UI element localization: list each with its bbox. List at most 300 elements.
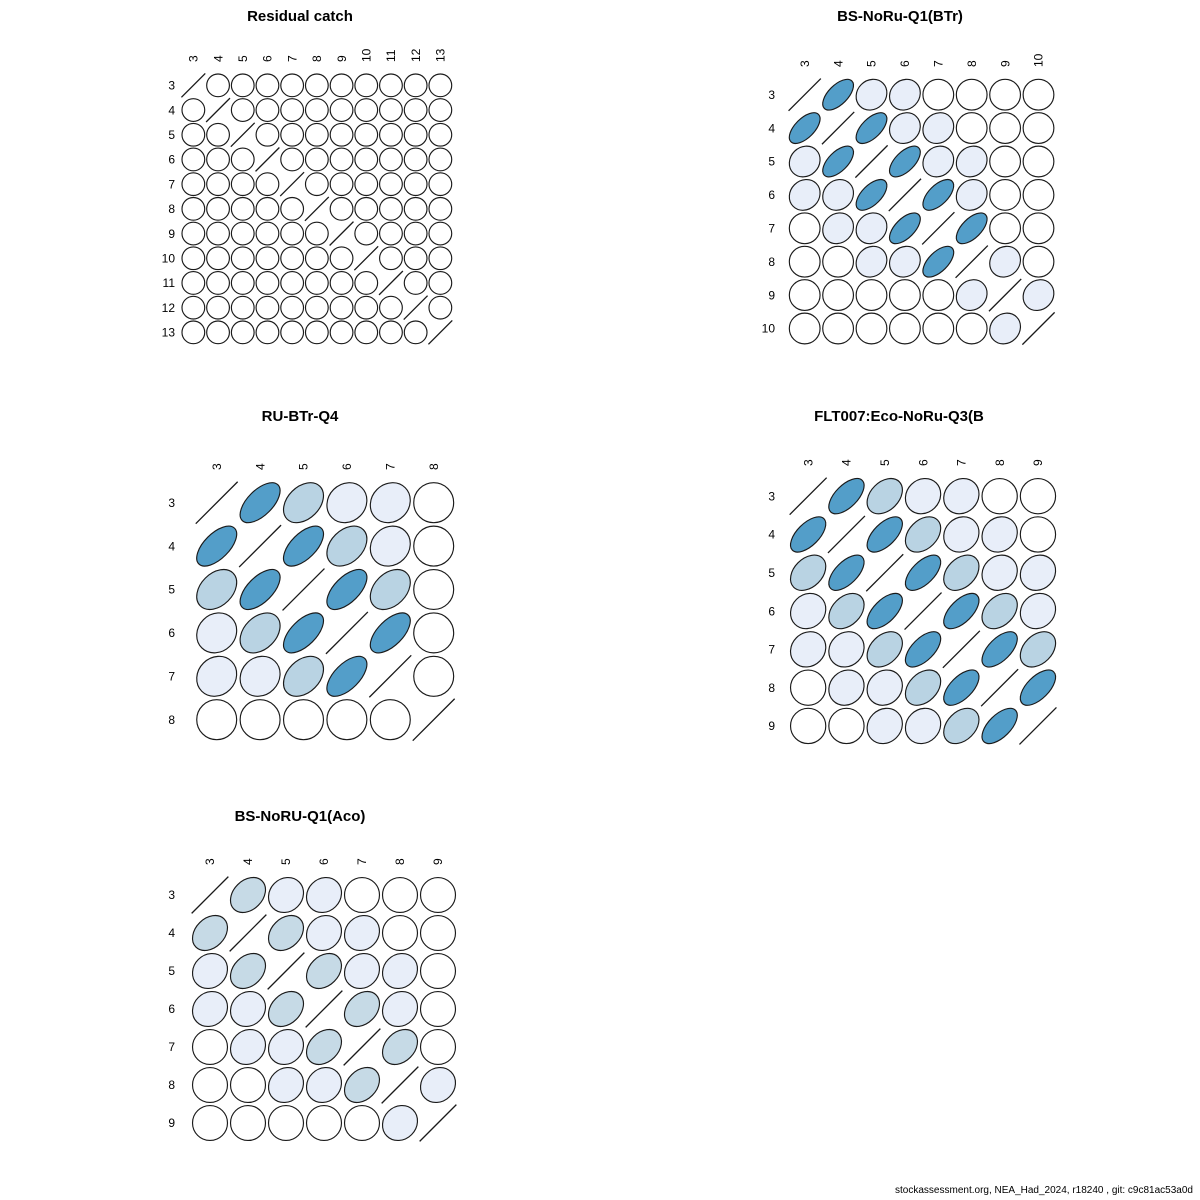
correlation-ellipse [816,273,859,316]
correlation-ellipse [301,242,333,274]
y-axis-tick-label: 11 [162,276,175,291]
correlation-ellipse [783,663,833,713]
y-axis-tick-label: 8 [168,202,175,217]
x-axis-tick-label: 13 [433,48,448,62]
correlation-ellipse [424,242,456,274]
correlation-ellipse [375,69,407,101]
diagonal-unit-line [943,631,980,668]
correlation-ellipse [413,1060,462,1109]
x-axis-tick-label: 8 [426,463,441,470]
correlation-ellipse [375,292,407,324]
diagonal-unit-line [956,246,988,278]
correlation-ellipse [950,73,993,116]
correlation-ellipse [186,909,235,958]
correlation-ellipse [918,174,959,215]
correlation-ellipse [976,702,1023,749]
y-axis-tick-label: 4 [168,103,175,118]
correlation-ellipse [424,168,456,200]
correlation-ellipse [375,870,424,919]
diagonal-unit-line [196,482,238,524]
panel-title-flt007-eco-noru-q3: FLT007:Eco-NoRu-Q3(B [814,408,984,425]
correlation-ellipse [405,605,461,661]
correlation-ellipse [1017,273,1060,316]
correlation-ellipse [227,242,259,274]
y-axis-tick-label: 10 [161,251,175,266]
correlation-ellipse [1013,586,1063,636]
correlation-ellipse [783,207,826,250]
correlation-ellipse [300,947,349,996]
correlation-ellipse [400,267,432,299]
y-axis-tick-label: 6 [768,604,775,619]
correlation-ellipse [375,143,407,175]
correlation-ellipse [227,316,259,348]
correlation-ellipse [424,119,456,151]
correlation-ellipse [783,701,833,751]
correlation-ellipse [883,273,926,316]
correlation-ellipse [860,701,910,751]
correlation-ellipse [227,267,259,299]
correlation-ellipse [816,240,859,283]
correlation-ellipse [1017,73,1060,116]
correlation-ellipse [276,94,308,126]
y-axis-tick-label: 8 [168,1078,175,1093]
correlation-ellipse [261,1098,310,1147]
correlation-ellipse [202,193,234,225]
footer-attribution: stockassessment.org, NEA_Had_2024, r18240 , git: c9c81ac53a0d [895,1185,1193,1196]
correlation-ellipse [822,624,872,674]
correlation-ellipse [851,107,892,148]
correlation-ellipse [983,106,1026,149]
correlation-ellipse [275,691,331,747]
correlation-ellipse [362,475,418,531]
y-axis-tick-label: 8 [768,680,775,695]
x-axis-tick-label: 11 [384,49,399,62]
correlation-ellipse [783,273,826,316]
correlation-ellipse [301,267,333,299]
x-axis-tick-label: 5 [864,60,879,67]
y-axis-tick-label: 4 [768,527,775,542]
y-axis-tick-label: 7 [168,177,175,192]
correlation-ellipse [1013,471,1063,521]
correlation-ellipse [276,242,308,274]
correlation-ellipse [850,273,893,316]
y-axis-tick-label: 12 [161,300,175,315]
correlation-ellipse [424,143,456,175]
correlation-ellipse [983,307,1026,350]
x-axis-tick-label: 6 [340,463,355,470]
correlation-ellipse [976,626,1023,673]
correlation-ellipse [884,141,925,182]
correlation-ellipse [950,273,993,316]
correlation-ellipse [822,663,872,713]
correlation-ellipse [850,73,893,116]
correlation-ellipse [1014,664,1061,711]
correlation-ellipse [325,267,357,299]
x-axis-tick-label: 6 [260,55,275,62]
correlation-ellipse [851,174,892,215]
correlation-ellipse [227,94,259,126]
correlation-ellipse [850,307,893,350]
correlation-ellipse [338,985,387,1034]
correlation-ellipse [325,193,357,225]
correlation-ellipse [783,307,826,350]
correlation-ellipse [202,168,234,200]
correlation-ellipse [850,240,893,283]
correlation-ellipse [400,193,432,225]
correlation-ellipse [301,217,333,249]
correlation-ellipse [177,217,209,249]
diagonal-unit-line [789,79,821,111]
correlation-ellipse [405,561,461,617]
correlation-ellipse [202,119,234,151]
correlation-ellipse [337,870,386,919]
correlation-ellipse [860,663,910,713]
correlation-ellipse [1017,173,1060,216]
correlation-ellipse [822,701,872,751]
correlation-ellipse [917,140,960,183]
x-axis-tick-label: 7 [931,60,946,67]
correlation-ellipse [375,946,424,995]
diagonal-unit-line [922,212,954,244]
correlation-ellipse [898,471,948,521]
diagonal-unit-line [239,525,281,567]
correlation-ellipse [320,650,374,704]
y-axis-tick-label: 7 [768,221,775,236]
y-axis-tick-label: 8 [168,712,175,727]
correlation-ellipse [177,267,209,299]
correlation-ellipse [251,119,283,151]
correlation-ellipse [375,217,407,249]
correlation-ellipse [350,217,382,249]
correlation-ellipse [937,701,986,750]
correlation-ellipse [950,106,993,149]
correlation-ellipse [233,563,287,617]
correlation-ellipse [251,69,283,101]
correlation-ellipse [405,474,461,530]
correlation-ellipse [190,519,244,573]
correlation-ellipse [817,74,858,115]
correlation-ellipse [177,143,209,175]
x-axis-tick-label: 7 [355,858,370,865]
correlation-ellipse [983,240,1026,283]
correlation-ellipse [202,143,234,175]
x-axis-tick-label: 8 [964,60,979,67]
correlation-ellipse [251,193,283,225]
correlation-ellipse [375,984,424,1033]
correlation-ellipse [177,94,209,126]
correlation-ellipse [338,1061,387,1110]
correlation-ellipse [822,587,871,636]
panel-title-bs-noru-q1-aco: BS-NoRU-Q1(Aco) [234,808,366,825]
correlation-ellipse [232,648,288,704]
correlation-ellipse [325,242,357,274]
y-axis-tick-label: 4 [168,926,175,941]
correlation-ellipse [823,473,870,520]
correlation-ellipse [363,562,419,618]
y-axis-tick-label: 13 [161,325,175,340]
correlation-ellipse [376,1023,425,1072]
y-axis-tick-label: 5 [168,127,175,142]
x-axis-tick-label: 8 [393,858,408,865]
correlation-ellipse [983,173,1026,216]
correlation-ellipse [860,625,909,674]
correlation-ellipse [413,1022,462,1071]
correlation-ellipse [950,307,993,350]
correlation-ellipse [413,984,462,1033]
x-axis-tick-label: 8 [992,459,1007,466]
correlation-ellipse [364,606,418,660]
correlation-ellipse [223,1060,272,1109]
correlation-ellipse [400,94,432,126]
correlation-ellipse [189,648,245,704]
correlation-ellipse [350,119,382,151]
correlation-ellipse [276,193,308,225]
correlation-ellipse [1017,106,1060,149]
correlation-ellipse [783,624,833,674]
correlation-ellipse [424,193,456,225]
y-axis-tick-label: 9 [768,719,775,734]
y-axis-tick-label: 8 [768,254,775,269]
correlation-ellipse [301,292,333,324]
correlation-ellipse [975,548,1025,598]
correlation-ellipse [177,316,209,348]
correlation-ellipse [301,168,333,200]
diagonal-unit-line [256,148,280,172]
x-axis-tick-label: 3 [797,60,812,67]
correlation-ellipse [1013,625,1062,674]
correlation-ellipse [276,217,308,249]
correlation-ellipse [233,476,287,530]
correlation-ellipse [177,242,209,274]
correlation-ellipse [861,511,908,558]
correlation-ellipse [227,292,259,324]
correlation-ellipse [784,107,825,148]
correlation-ellipse [898,701,948,751]
diagonal-unit-line [889,179,921,211]
correlation-ellipse [350,316,382,348]
correlation-ellipse [975,587,1024,636]
correlation-ellipse [424,292,456,324]
correlation-ellipse [276,119,308,151]
correlation-ellipse [899,626,946,673]
diagonal-unit-line [382,1067,419,1104]
correlation-ellipse [883,240,926,283]
correlation-ellipse [325,143,357,175]
correlation-ellipse [319,475,375,531]
correlation-ellipse [177,193,209,225]
x-axis-tick-label: 10 [1031,53,1046,67]
diagonal-unit-line [369,655,411,697]
x-axis-tick-label: 7 [383,463,398,470]
correlation-ellipse [375,908,424,957]
correlation-ellipse [325,94,357,126]
y-axis-tick-label: 3 [168,495,175,510]
y-axis-tick-label: 5 [168,964,175,979]
correlation-ellipse [185,984,234,1033]
correlation-ellipse [899,510,948,559]
x-axis-tick-label: 3 [209,463,224,470]
correlation-ellipse [1017,207,1060,250]
y-axis-tick-label: 6 [768,188,775,203]
correlation-ellipse [232,605,288,661]
correlation-ellipse [261,870,310,919]
correlation-ellipse [884,208,925,249]
correlation-ellipse [276,267,308,299]
correlation-ellipse [227,168,259,200]
correlation-ellipse [823,549,870,596]
correlation-ellipse [232,691,288,747]
x-axis-tick-label: 4 [253,463,268,470]
x-axis-tick-label: 9 [1031,459,1046,466]
correlation-ellipse [350,69,382,101]
correlation-ellipse [783,173,826,216]
y-axis-tick-label: 6 [168,152,175,167]
correlation-ellipse [299,1060,348,1109]
correlation-ellipse [860,472,909,521]
x-axis-tick-label: 7 [285,55,300,62]
correlation-ellipse [337,908,386,957]
correlation-ellipse [816,173,859,216]
correlation-ellipse [202,69,234,101]
correlation-ellipse [189,605,245,661]
diagonal-unit-line [420,1105,457,1142]
correlation-ellipse [1013,510,1063,560]
diagonal-unit-line [905,593,942,630]
diagonal-unit-line [855,145,887,177]
correlation-ellipse [362,518,418,574]
correlation-ellipse [883,106,926,149]
correlation-ellipse [227,69,259,101]
y-axis-tick-label: 9 [768,288,775,303]
correlation-ellipse [276,143,308,175]
x-axis-tick-label: 5 [279,858,294,865]
correlation-ellipse [816,307,859,350]
correlation-ellipse [337,946,386,995]
correlation-ellipse [1017,140,1060,183]
correlation-ellipse [224,947,273,996]
correlation-ellipse [917,106,960,149]
x-axis-tick-label: 4 [211,55,226,62]
correlation-ellipse [251,292,283,324]
x-axis-tick-label: 12 [408,48,423,62]
correlation-ellipse [350,292,382,324]
correlation-ellipse [983,207,1026,250]
panel-matrix-2 [762,53,1061,350]
panel-matrix-4 [768,459,1063,751]
correlation-ellipse [301,69,333,101]
correlation-ellipse [983,73,1026,116]
correlation-ellipse [337,1098,386,1147]
correlation-ellipse [950,173,993,216]
diagonal-unit-line [379,271,403,295]
correlation-ellipse [262,909,311,958]
y-axis-tick-label: 3 [168,78,175,93]
correlation-ellipse [185,946,234,995]
y-axis-tick-label: 10 [761,321,775,336]
correlation-ellipse [320,563,374,617]
correlation-ellipse [950,140,993,183]
correlation-ellipse [861,587,908,634]
correlation-ellipse [918,241,959,282]
correlation-ellipse [917,273,960,316]
correlation-ellipse [276,649,332,705]
diagonal-unit-line [231,123,255,147]
correlation-ellipse [413,870,462,919]
x-axis-tick-label: 7 [954,459,969,466]
correlation-ellipse [177,119,209,151]
correlation-ellipse [227,217,259,249]
x-axis-tick-label: 3 [203,858,218,865]
correlation-ellipse [413,946,462,995]
correlation-ellipse [783,240,826,283]
correlation-ellipse [301,316,333,348]
correlation-ellipse [975,510,1025,560]
correlation-ellipse [362,691,418,747]
diagonal-unit-line [305,197,329,221]
correlation-ellipse [850,207,893,250]
correlation-ellipse [299,1098,348,1147]
correlation-ellipse [938,587,985,634]
correlation-ellipse [375,94,407,126]
diagonal-unit-line [354,246,378,270]
correlation-ellipse [300,1023,349,1072]
correlation-ellipse [375,168,407,200]
x-axis-tick-label: 5 [296,463,311,470]
correlation-ellipse [261,1022,310,1071]
correlation-ellipse [325,119,357,151]
correlation-ellipse [277,519,331,573]
y-axis-tick-label: 7 [168,669,175,684]
correlation-ellipse [350,267,382,299]
correlation-ellipse [375,119,407,151]
correlation-ellipse [325,168,357,200]
correlation-ellipse [325,316,357,348]
x-axis-tick-label: 6 [916,459,931,466]
diagonal-unit-line [413,699,455,741]
correlation-ellipse [899,549,946,596]
diagonal-unit-line [822,112,854,144]
correlation-ellipse [375,1098,424,1147]
correlation-ellipse [938,664,985,711]
y-axis-tick-label: 3 [168,888,175,903]
correlation-ellipse [251,242,283,274]
correlation-ellipse [350,168,382,200]
correlation-ellipse [375,193,407,225]
correlation-ellipse [227,193,259,225]
y-axis-tick-label: 5 [768,565,775,580]
correlation-ellipse [400,143,432,175]
x-axis-tick-label: 4 [839,459,854,466]
x-axis-tick-label: 10 [359,48,374,62]
correlation-ellipse [400,69,432,101]
correlation-ellipse [299,908,348,957]
correlation-ellipse [883,73,926,116]
correlation-ellipse [917,73,960,116]
diagonal-unit-line [326,612,368,654]
correlation-ellipse [261,1060,310,1109]
correlation-ellipse [983,140,1026,183]
diagonal-unit-line [206,98,230,122]
correlation-ellipse [375,242,407,274]
x-axis-tick-label: 8 [310,55,325,62]
correlation-ellipse [424,267,456,299]
x-axis-tick-label: 5 [235,55,250,62]
correlation-ellipse [325,292,357,324]
correlation-ellipse [188,691,244,747]
diagonal-unit-line [268,953,305,990]
correlation-ellipse [350,143,382,175]
panel-title-ru-btr-q4: RU-BTr-Q4 [261,408,339,425]
